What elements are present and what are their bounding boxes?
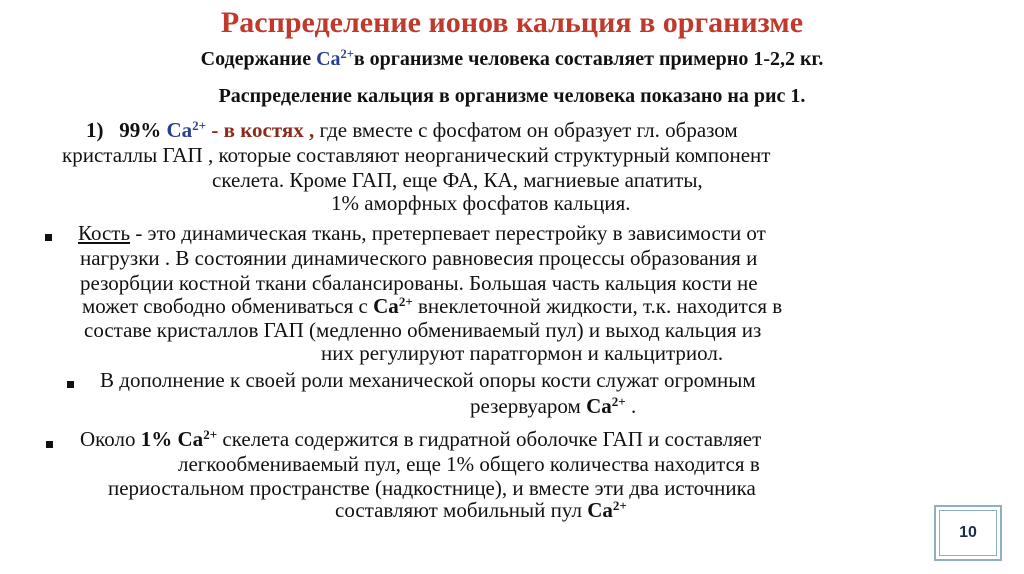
ca-percent: 1% $Ca^{2+}$ xyxy=(140,426,218,451)
ca-ion: $Ca^{2+}$ xyxy=(373,293,413,318)
bullet2-line-2: резервуаром $Ca^{2+}$ . xyxy=(470,393,637,418)
bullet1-line-6: них регулируют паратгормон и кальцитриол. xyxy=(321,341,724,365)
ca-ion: $Ca^{2+}$ xyxy=(316,47,354,70)
page-number: 10 xyxy=(939,510,997,556)
item1-line-1 xyxy=(86,118,738,143)
bullet1-line-4: может свободно обмениваться с $Ca^{2+}$ внеклеточной жидкости, т.к. находится в xyxy=(82,293,783,318)
intro-line-2: Распределение кальция в организме человека показано на рис 1. xyxy=(218,85,806,107)
item1-number: 1) xyxy=(86,118,104,142)
bullet3-line-3: периостальном пространстве (надкостнице), и вместе эти два источника xyxy=(108,476,756,500)
item1-rest: где вместе с фосфатом он образует гл. образом xyxy=(314,118,738,142)
bullet-marker xyxy=(45,234,52,241)
ca-ion: $Ca^{2+}$ xyxy=(166,117,207,142)
bullet1-line-1: Кость - это динамическая ткань, претерпевает перестройку в зависимости от xyxy=(78,221,766,245)
bullet1-line-2: нагрузки . В состоянии динамического равновесия процессы образования и xyxy=(80,246,758,270)
item1-bold-tail: - в костях , xyxy=(211,118,315,142)
bullet3-line-4: составляют мобильный пул $Ca^{2+}$ xyxy=(335,497,627,522)
bullet3-line-1: Около 1% $Ca^{2+}$ скелета содержится в гидратной оболочке ГАП и составляет xyxy=(80,426,762,451)
intro-line-1 xyxy=(0,48,1024,71)
item1-line-3: скелета. Кроме ГАП, еще ФА, КА, магниевые апатиты, xyxy=(212,168,703,192)
slide-title: Распределение ионов кальция в организме xyxy=(220,6,804,39)
bullet1-line-3: резорбции костной ткани сбалансированы. Большая часть кальция кости не xyxy=(80,271,758,295)
page-number-box xyxy=(934,505,1002,561)
item1-percent: 99% xyxy=(119,118,162,142)
bullet3-line-2: легкообмениваемый пул, еще 1% общего количества находится в xyxy=(178,452,760,476)
intro-text-pre: Содержание xyxy=(200,48,317,70)
bullet-marker xyxy=(46,441,53,448)
intro-text-post: в организме человека составляет примерно 1-2,2 кг. xyxy=(353,48,824,70)
bullet-marker xyxy=(67,381,74,388)
bullet1-line-5: составе кристаллов ГАП (медленно обмениваемый пул) и выход кальция из xyxy=(84,318,762,342)
item1-line-4: 1% аморфных фосфатов кальция. xyxy=(331,191,631,215)
item1-line-2: кристаллы ГАП , которые составляют неорганический структурный компонент xyxy=(62,143,771,167)
bullet2-line-1: В дополнение к своей роли механической опоры кости служат огромным xyxy=(100,368,756,392)
ca-ion: $Ca^{2+}$ xyxy=(587,497,627,522)
bone-term: Кость xyxy=(78,221,131,245)
ca-ion: $Ca^{2+}$ xyxy=(586,393,626,418)
